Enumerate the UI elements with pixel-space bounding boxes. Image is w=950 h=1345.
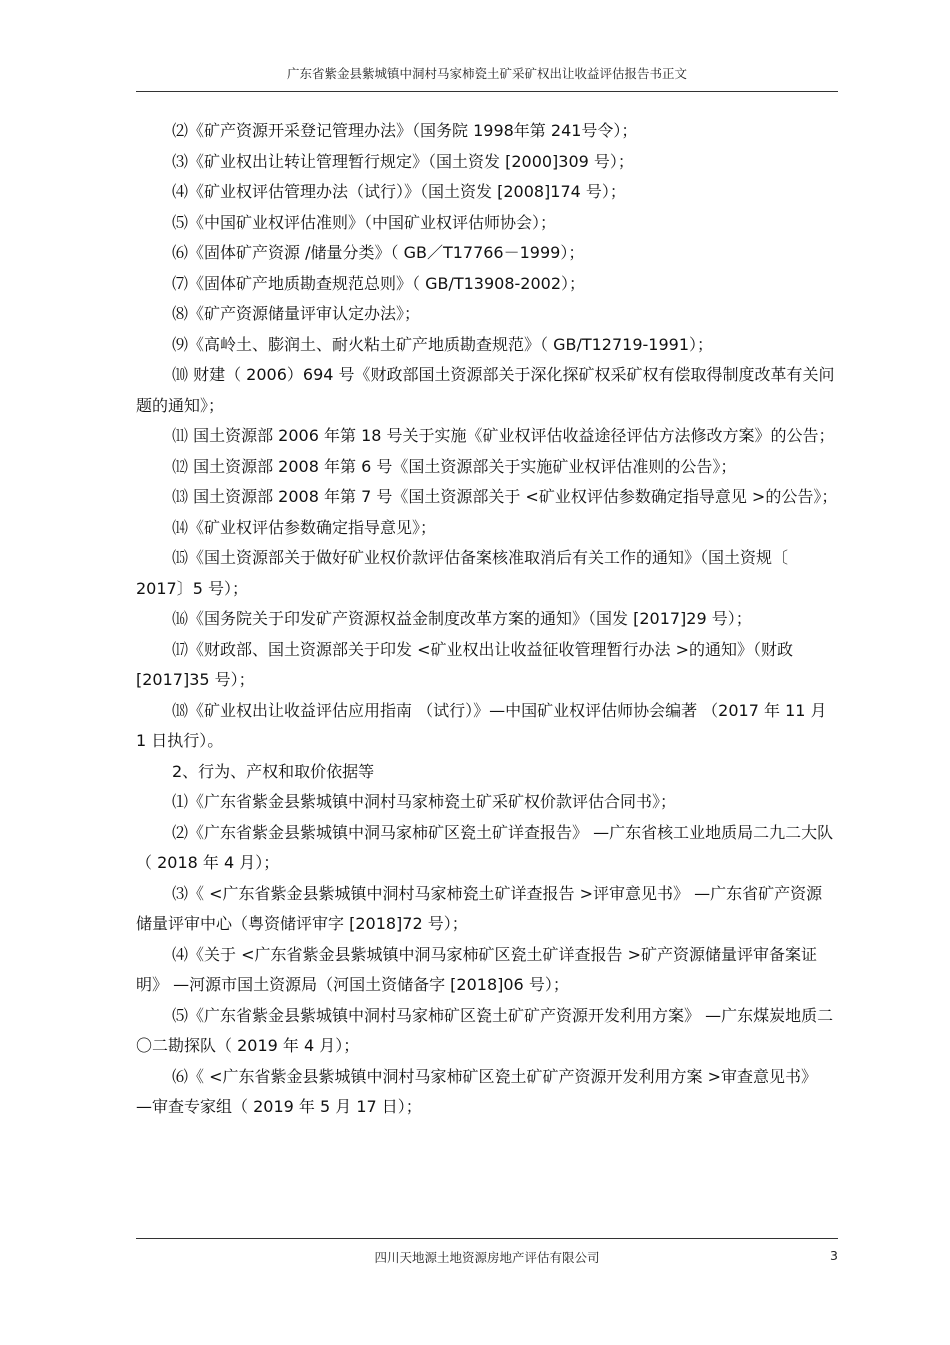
section-heading: 2、行为、产权和取价依据等 xyxy=(172,761,375,781)
basis-item-17: ⒄《财政部、国土资源部关于印发 <矿业权出让收益征收管理暂行办法 >的通知》（财政 [2017]35 号）； xyxy=(136,639,793,689)
basis-item-10: ⑽ 财建（ 2006）694 号《财政部国土资源部关于深化探矿权采矿权有偿取得制度改革有关问题的通知》； xyxy=(136,365,835,415)
page-number: 3 xyxy=(830,1248,838,1263)
ownership-item-6: ⑹《 <广东省紫金县紫城镇中洞村马家柿矿区瓷土矿矿产资源开发利用方案 >审查意见书》 —审查专家组（ 2019 年 5 月 17 日）； xyxy=(136,1066,817,1116)
document-body xyxy=(136,116,838,1123)
basis-item-9: ⑼《高岭土、膨润土、耐火粘土矿产地质勘查规范》（ GB/T12719-1991）； xyxy=(172,334,714,354)
header-divider xyxy=(136,91,838,92)
footer-company: 四川天地源土地资源房地产评估有限公司 xyxy=(374,1250,600,1265)
basis-item-15: ⒂《国土资源部关于做好矿业权价款评估备案核准取消后有关工作的通知》（国土资规〔 2017〕5 号）； xyxy=(136,548,789,598)
page-header: 广东省紫金县紫城镇中洞村马家柿瓷土矿采矿权出让收益评估报告书正文 xyxy=(286,66,687,81)
basis-item-7: ⑺《固体矿产地质勘查规范总则》（ GB/T13908-2002）； xyxy=(172,273,586,293)
ownership-item-5: ⑸《广东省紫金县紫城镇中洞村马家柿矿区瓷土矿矿产资源开发利用方案》 —广东煤炭地质二〇二勘探队（ 2019 年 4 月）； xyxy=(136,1005,834,1055)
basis-item-4: ⑷《矿业权评估管理办法（试行）》（国土资发 [2008]174 号）； xyxy=(172,182,626,201)
basis-item-6: ⑹《固体矿产资源 /储量分类》（ GB／T17766－1999）； xyxy=(172,243,585,262)
ownership-item-4: ⑷《关于 <广东省紫金县紫城镇中洞马家柿矿区瓷土矿详查报告 >矿产资源储量评审备案证明》 —河源市国土资源局（河国土资储备字 [2018]06 号）； xyxy=(136,944,817,994)
basis-item-5: ⑸《中国矿业权评估准则》（中国矿业权评估师协会）； xyxy=(172,212,557,232)
footer-divider xyxy=(136,1238,838,1239)
basis-item-3: ⑶《矿业权出让转让管理暂行规定》（国土资发 [2000]309 号）； xyxy=(172,151,634,171)
ownership-item-1: ⑴《广东省紫金县紫城镇中洞村马家柿瓷土矿采矿权价款评估合同书》； xyxy=(172,792,677,811)
ownership-item-3: ⑶《 <广东省紫金县紫城镇中洞村马家柿瓷土矿详查报告 >评审意见书》 —广东省矿产资源储量评审中心（粤资储评审字 [2018]72 号）； xyxy=(136,883,823,933)
basis-item-14: ⒁《矿业权评估参数确定指导意见》； xyxy=(172,517,437,537)
basis-item-16: ⒃《国务院关于印发矿产资源权益金制度改革方案的通知》（国发 [2017]29 号）； xyxy=(172,609,752,628)
basis-item-12: ⑿ 国土资源部 2008 年第 6 号《国土资源部关于实施矿业权评估准则的公告》； xyxy=(172,456,737,476)
basis-item-13: ⒀ 国土资源部 2008 年第 7 号《国土资源部关于 <矿业权评估参数确定指导意见 >的公告》； xyxy=(172,487,838,506)
ownership-item-2: ⑵《广东省紫金县紫城镇中洞马家柿矿区瓷土矿详查报告》 —广东省核工业地质局二九二大队（ 2018 年 4 月）； xyxy=(136,822,834,872)
basis-item-8: ⑻《矿产资源储量评审认定办法》； xyxy=(172,304,421,323)
basis-item-2: ⑵《矿产资源开采登记管理办法》（国务院 1998年第 241号令）； xyxy=(172,121,638,140)
basis-item-11: ⑾ 国土资源部 2006 年第 18 号关于实施《矿业权评估收益途径评估方法修改方案》的公告； xyxy=(172,426,835,445)
basis-item-18: ⒅《矿业权出让收益评估应用指南 （试行）》—中国矿业权评估师协会编著 （2017 年 11 月 1 日执行）。 xyxy=(136,700,827,750)
